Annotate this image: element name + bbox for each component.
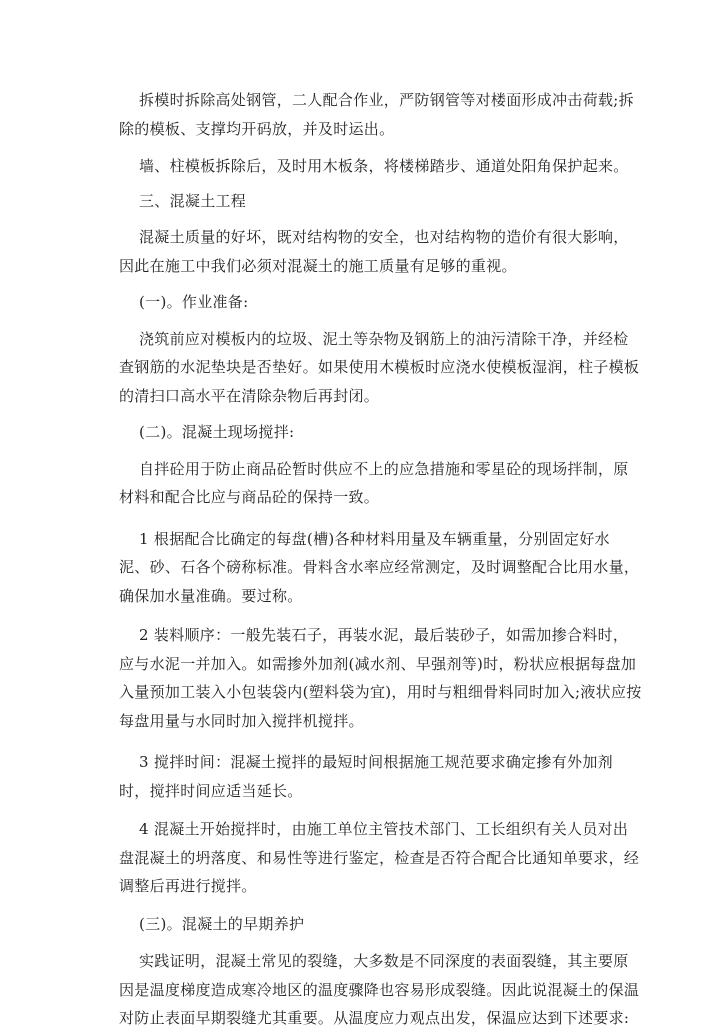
- paragraph: [119, 621, 642, 735]
- text-line: 除的模板、支撑均开码放，并及时运出。: [119, 119, 395, 138]
- paragraph: [119, 910, 601, 939]
- text-line: 因是温度梯度造成寒冷地区的温度骤降也容易形成裂缝。因此说混凝土的保温: [119, 980, 640, 999]
- paragraph: [119, 86, 634, 143]
- text-line: 浇筑前应对模板内的垃圾、泥土等杂物及钢筋上的油污清除干净，并经检: [139, 329, 629, 348]
- text-line: (二)。混凝土现场搅拌:: [139, 423, 295, 441]
- text-line: 因此在施工中我们必须对混凝土的施工质量有足够的重视。: [119, 256, 517, 275]
- text-line: 应与水泥一并加入。如需掺外加剂(减水剂、早强剂等)时，粉状应根据每盘加: [119, 654, 637, 673]
- text-line: 实践证明，混凝土常见的裂缝，大多数是不同深度的表面裂缝，其主要原: [139, 952, 629, 970]
- text-line: 盘混凝土的坍落度、和易性等进行鉴定，检查是否符合配合比通知单要求，经: [119, 848, 640, 867]
- paragraph: [119, 223, 629, 280]
- text-line: 1 根据配合比确定的每盘(槽)各种材料用量及车辆重量，分别固定好水: [139, 529, 610, 548]
- text-line: 自拌砼用于防止商品砼暂时供应不上的应急措施和零星砼的现场拌制，原: [139, 459, 629, 478]
- text-line: (一)。作业准备:: [139, 293, 249, 311]
- text-line: 墙、柱模板拆除后，及时用木板条，将楼梯踏步、通道处阳角保护起来。: [139, 157, 629, 175]
- paragraph: [119, 525, 640, 611]
- paragraph: [119, 947, 640, 1033]
- text-line: 拆模时拆除高处钢管，二人配合作业，严防钢管等对楼面形成冲击荷载;拆: [139, 91, 634, 109]
- text-line: 对防止表面早期裂缝尤其重要。从温度应力观点出发，保温应达到下述要求:: [119, 1009, 630, 1027]
- text-line: 三、混凝土工程: [139, 191, 247, 210]
- paragraph: [119, 325, 640, 411]
- text-line: 2 装料顺序：一般先装石子，再装水泥，最后装砂子，如需加掺合料时，: [139, 626, 629, 644]
- text-line: 4 混凝土开始搅拌时，由施工单位主管技术部门、工长组织有关人员对出: [139, 820, 629, 838]
- paragraph: [119, 288, 601, 317]
- text-line: 确保加水量准确。要过称。: [119, 586, 303, 605]
- paragraph: [119, 748, 613, 805]
- text-line: (三)。混凝土的早期养护: [139, 914, 305, 933]
- text-line: 材料和配合比应与商品砼的保持一致。: [119, 488, 380, 506]
- paragraph: [119, 815, 640, 901]
- paragraph: [119, 152, 629, 181]
- text-line: 泥、砂、石各个磅称标准。骨料含水率应经常测定，及时调整配合比用水量，: [119, 558, 640, 576]
- paragraph: [119, 418, 601, 447]
- paragraph: [119, 187, 601, 216]
- text-line: 的清扫口高水平在清除杂物后再封闭。: [119, 386, 380, 405]
- text-line: 调整后再进行搅拌。: [119, 877, 257, 895]
- text-line: 入量预加工装入小包装袋内(塑料袋为宜)，用时与粗细骨料同时加入;液状应按: [119, 683, 642, 701]
- text-line: 混凝土质量的好坏，既对结构物的安全，也对结构物的造价有很大影响，: [139, 228, 629, 246]
- text-line: 3 搅拌时间：混凝土搅拌的最短时间根据施工规范要求确定掺有外加剂: [139, 753, 613, 771]
- text-line: 每盘用量与水同时加入搅拌机搅拌。: [119, 711, 364, 730]
- document-body: [119, 86, 642, 1033]
- paragraph: [119, 455, 629, 512]
- text-line: 时，搅拌时间应适当延长。: [119, 781, 303, 800]
- text-line: 查钢筋的水泥垫块是否垫好。如果使用木模板时应浇水使模板湿润，柱子模板: [119, 358, 640, 376]
